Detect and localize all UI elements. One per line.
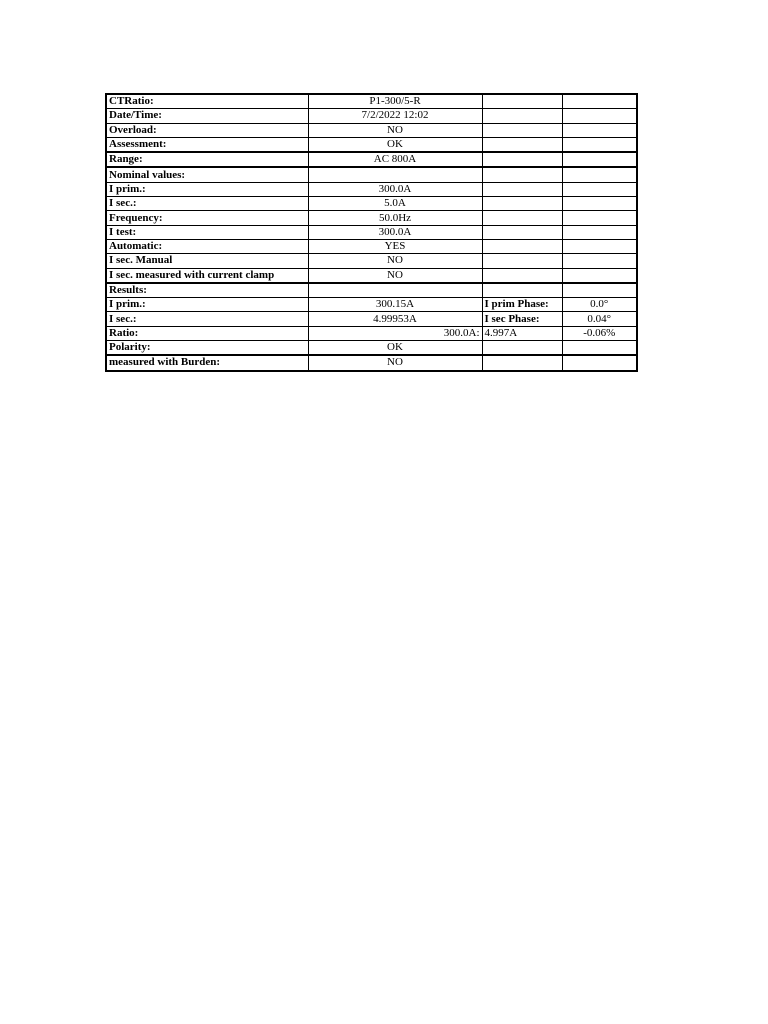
- row-extra-value: [562, 137, 637, 152]
- row-value: 300.15A: [308, 298, 482, 312]
- row-label: I test:: [106, 225, 308, 239]
- table-row: [106, 123, 637, 137]
- table-row: [106, 182, 637, 196]
- row-value: 300.0A: [308, 182, 482, 196]
- row-extra-label: [482, 137, 562, 152]
- row-extra-value: [562, 109, 637, 123]
- row-extra-label: [482, 239, 562, 253]
- row-value: YES: [308, 239, 482, 253]
- row-extra-label: I prim Phase:: [482, 298, 562, 312]
- row-extra-value: [562, 123, 637, 137]
- row-value: 4.99953A: [308, 312, 482, 326]
- row-extra-value: [562, 167, 637, 182]
- row-extra-value: [562, 211, 637, 225]
- table-row: [106, 341, 637, 356]
- row-extra-label: [482, 283, 562, 298]
- row-extra-value: 0.0°: [562, 298, 637, 312]
- row-extra-label: [482, 197, 562, 211]
- ct-test-report-table: [105, 93, 638, 372]
- row-label: I prim.:: [106, 182, 308, 196]
- row-extra-label: 4.997A: [482, 326, 562, 340]
- table-row: [106, 152, 637, 167]
- table-row: [106, 326, 637, 340]
- row-extra-value: [562, 197, 637, 211]
- table-row: [106, 94, 637, 109]
- row-value: [308, 283, 482, 298]
- row-label: Overload:: [106, 123, 308, 137]
- row-label: measured with Burden:: [106, 355, 308, 370]
- row-extra-label: [482, 211, 562, 225]
- table-row: [106, 298, 637, 312]
- table-row: [106, 197, 637, 211]
- row-extra-value: [562, 268, 637, 283]
- table-row: [106, 283, 637, 298]
- table-row: [106, 239, 637, 253]
- row-extra-value: [562, 254, 637, 268]
- table-row: [106, 225, 637, 239]
- row-extra-label: [482, 182, 562, 196]
- table-row: [106, 109, 637, 123]
- row-value: OK: [308, 137, 482, 152]
- row-value: P1-300/5-R: [308, 94, 482, 109]
- table-row: [106, 254, 637, 268]
- row-extra-label: [482, 167, 562, 182]
- row-value: 50.0Hz: [308, 211, 482, 225]
- row-extra-label: I sec Phase:: [482, 312, 562, 326]
- row-extra-label: [482, 268, 562, 283]
- row-value: 300.0A:: [308, 326, 482, 340]
- row-label: I sec. measured with current clamp: [106, 268, 308, 283]
- row-extra-label: [482, 109, 562, 123]
- row-extra-value: [562, 355, 637, 370]
- row-extra-value: [562, 225, 637, 239]
- row-extra-value: [562, 182, 637, 196]
- row-extra-value: [562, 283, 637, 298]
- row-label: Frequency:: [106, 211, 308, 225]
- row-extra-value: [562, 239, 637, 253]
- row-value: AC 800A: [308, 152, 482, 167]
- table-row: [106, 268, 637, 283]
- row-label: I sec.:: [106, 197, 308, 211]
- row-extra-value: [562, 341, 637, 356]
- row-value: NO: [308, 268, 482, 283]
- row-extra-label: [482, 94, 562, 109]
- row-extra-value: [562, 152, 637, 167]
- table-body: [106, 94, 637, 371]
- table-row: [106, 137, 637, 152]
- row-extra-label: [482, 355, 562, 370]
- row-value: [308, 167, 482, 182]
- row-label: I sec.:: [106, 312, 308, 326]
- row-value: NO: [308, 254, 482, 268]
- row-extra-label: [482, 341, 562, 356]
- row-extra-label: [482, 152, 562, 167]
- row-label: I sec. Manual: [106, 254, 308, 268]
- table-row: [106, 167, 637, 182]
- row-label: Automatic:: [106, 239, 308, 253]
- table-row: [106, 312, 637, 326]
- row-label: Nominal values:: [106, 167, 308, 182]
- row-value: 5.0A: [308, 197, 482, 211]
- row-value: 300.0A: [308, 225, 482, 239]
- row-value: NO: [308, 123, 482, 137]
- row-label: Date/Time:: [106, 109, 308, 123]
- row-extra-label: [482, 123, 562, 137]
- row-label: Assessment:: [106, 137, 308, 152]
- row-label: Polarity:: [106, 341, 308, 356]
- row-value: 7/2/2022 12:02: [308, 109, 482, 123]
- table-row: [106, 211, 637, 225]
- row-label: Ratio:: [106, 326, 308, 340]
- row-extra-label: [482, 254, 562, 268]
- row-value: OK: [308, 341, 482, 356]
- row-label: Range:: [106, 152, 308, 167]
- row-label: Results:: [106, 283, 308, 298]
- row-label: CTRatio:: [106, 94, 308, 109]
- table-row: [106, 355, 637, 370]
- row-extra-value: 0.04°: [562, 312, 637, 326]
- row-label: I prim.:: [106, 298, 308, 312]
- row-value: NO: [308, 355, 482, 370]
- row-extra-value: [562, 94, 637, 109]
- row-extra-value: -0.06%: [562, 326, 637, 340]
- row-extra-label: [482, 225, 562, 239]
